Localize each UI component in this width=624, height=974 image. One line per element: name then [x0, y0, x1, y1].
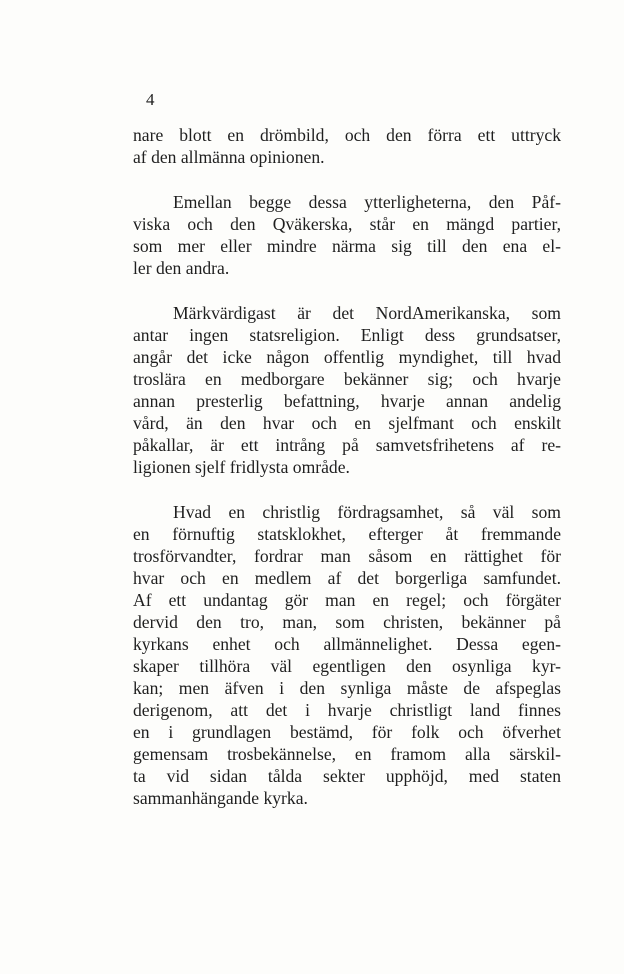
text-line: Hvad en christlig fördragsamhet, så väl som — [173, 502, 561, 522]
text-line: en förnuftig statsklokhet, efterger åt fremmande — [133, 524, 561, 544]
text-line: nare blott en drömbild, och den förra ett uttryck — [133, 125, 561, 145]
paragraph-gap — [133, 478, 561, 501]
text-line: ta vid sidan tålda sekter upphöjd, med staten — [133, 766, 561, 786]
text-line: Märkvärdigast är det NordAmerikanska, som — [173, 303, 561, 323]
text-line: en i grundlagen bestämd, för folk och öfverhet — [133, 722, 561, 742]
paragraph-gap — [133, 168, 561, 191]
paragraph — [133, 501, 561, 809]
text-line: annan presterlig befattning, hvarje annan andelig — [133, 391, 561, 411]
paragraph — [133, 191, 561, 279]
text-line: sammanhängande kyrka. — [133, 788, 308, 808]
paragraph — [133, 302, 561, 478]
page-number: 4 — [146, 90, 155, 109]
text-line: skaper tillhöra väl egentligen den osynliga kyr- — [133, 656, 561, 676]
text-line: Af ett undantag gör man en regel; och förgäter — [133, 590, 561, 610]
text-line: påkallar, är ett intrång på samvetsfrihetens af re- — [133, 435, 561, 455]
paragraph — [133, 124, 561, 168]
body-text — [133, 124, 561, 809]
text-line: Emellan begge dessa ytterligheterna, den Påf- — [173, 192, 561, 212]
text-line: af den allmänna opinionen. — [133, 147, 325, 167]
text-line: kyrkans enhet och allmännelighet. Dessa egen- — [133, 634, 561, 654]
text-line: viska och den Qväkerska, står en mängd partier, — [133, 214, 561, 234]
text-line: gemensam trosbekännelse, en framom alla särskil- — [133, 744, 561, 764]
text-line: dervid den tro, man, som christen, bekänner på — [133, 612, 561, 632]
text-line: trosförvandter, fordrar man såsom en rättighet för — [133, 546, 561, 566]
text-line: vård, än den hvar och en sjelfmant och enskilt — [133, 413, 561, 433]
text-line: ler den andra. — [133, 258, 230, 278]
paragraph-gap — [133, 279, 561, 302]
text-line: hvar och en medlem af det borgerliga samfundet. — [133, 568, 561, 588]
text-line: troslära en medborgare bekänner sig; och hvarje — [133, 369, 561, 389]
text-line: kan; men äfven i den synliga måste de afspeglas — [133, 678, 561, 698]
text-line: som mer eller mindre närma sig till den ena el- — [133, 236, 561, 256]
text-line: angår det icke någon offentlig myndighet, till hvad — [133, 347, 561, 367]
text-line: ligionen sjelf fridlysta område. — [133, 457, 350, 477]
text-line: antar ingen statsreligion. Enligt dess grundsatser, — [133, 325, 561, 345]
text-line: derigenom, att det i hvarje christligt land finnes — [133, 700, 561, 720]
